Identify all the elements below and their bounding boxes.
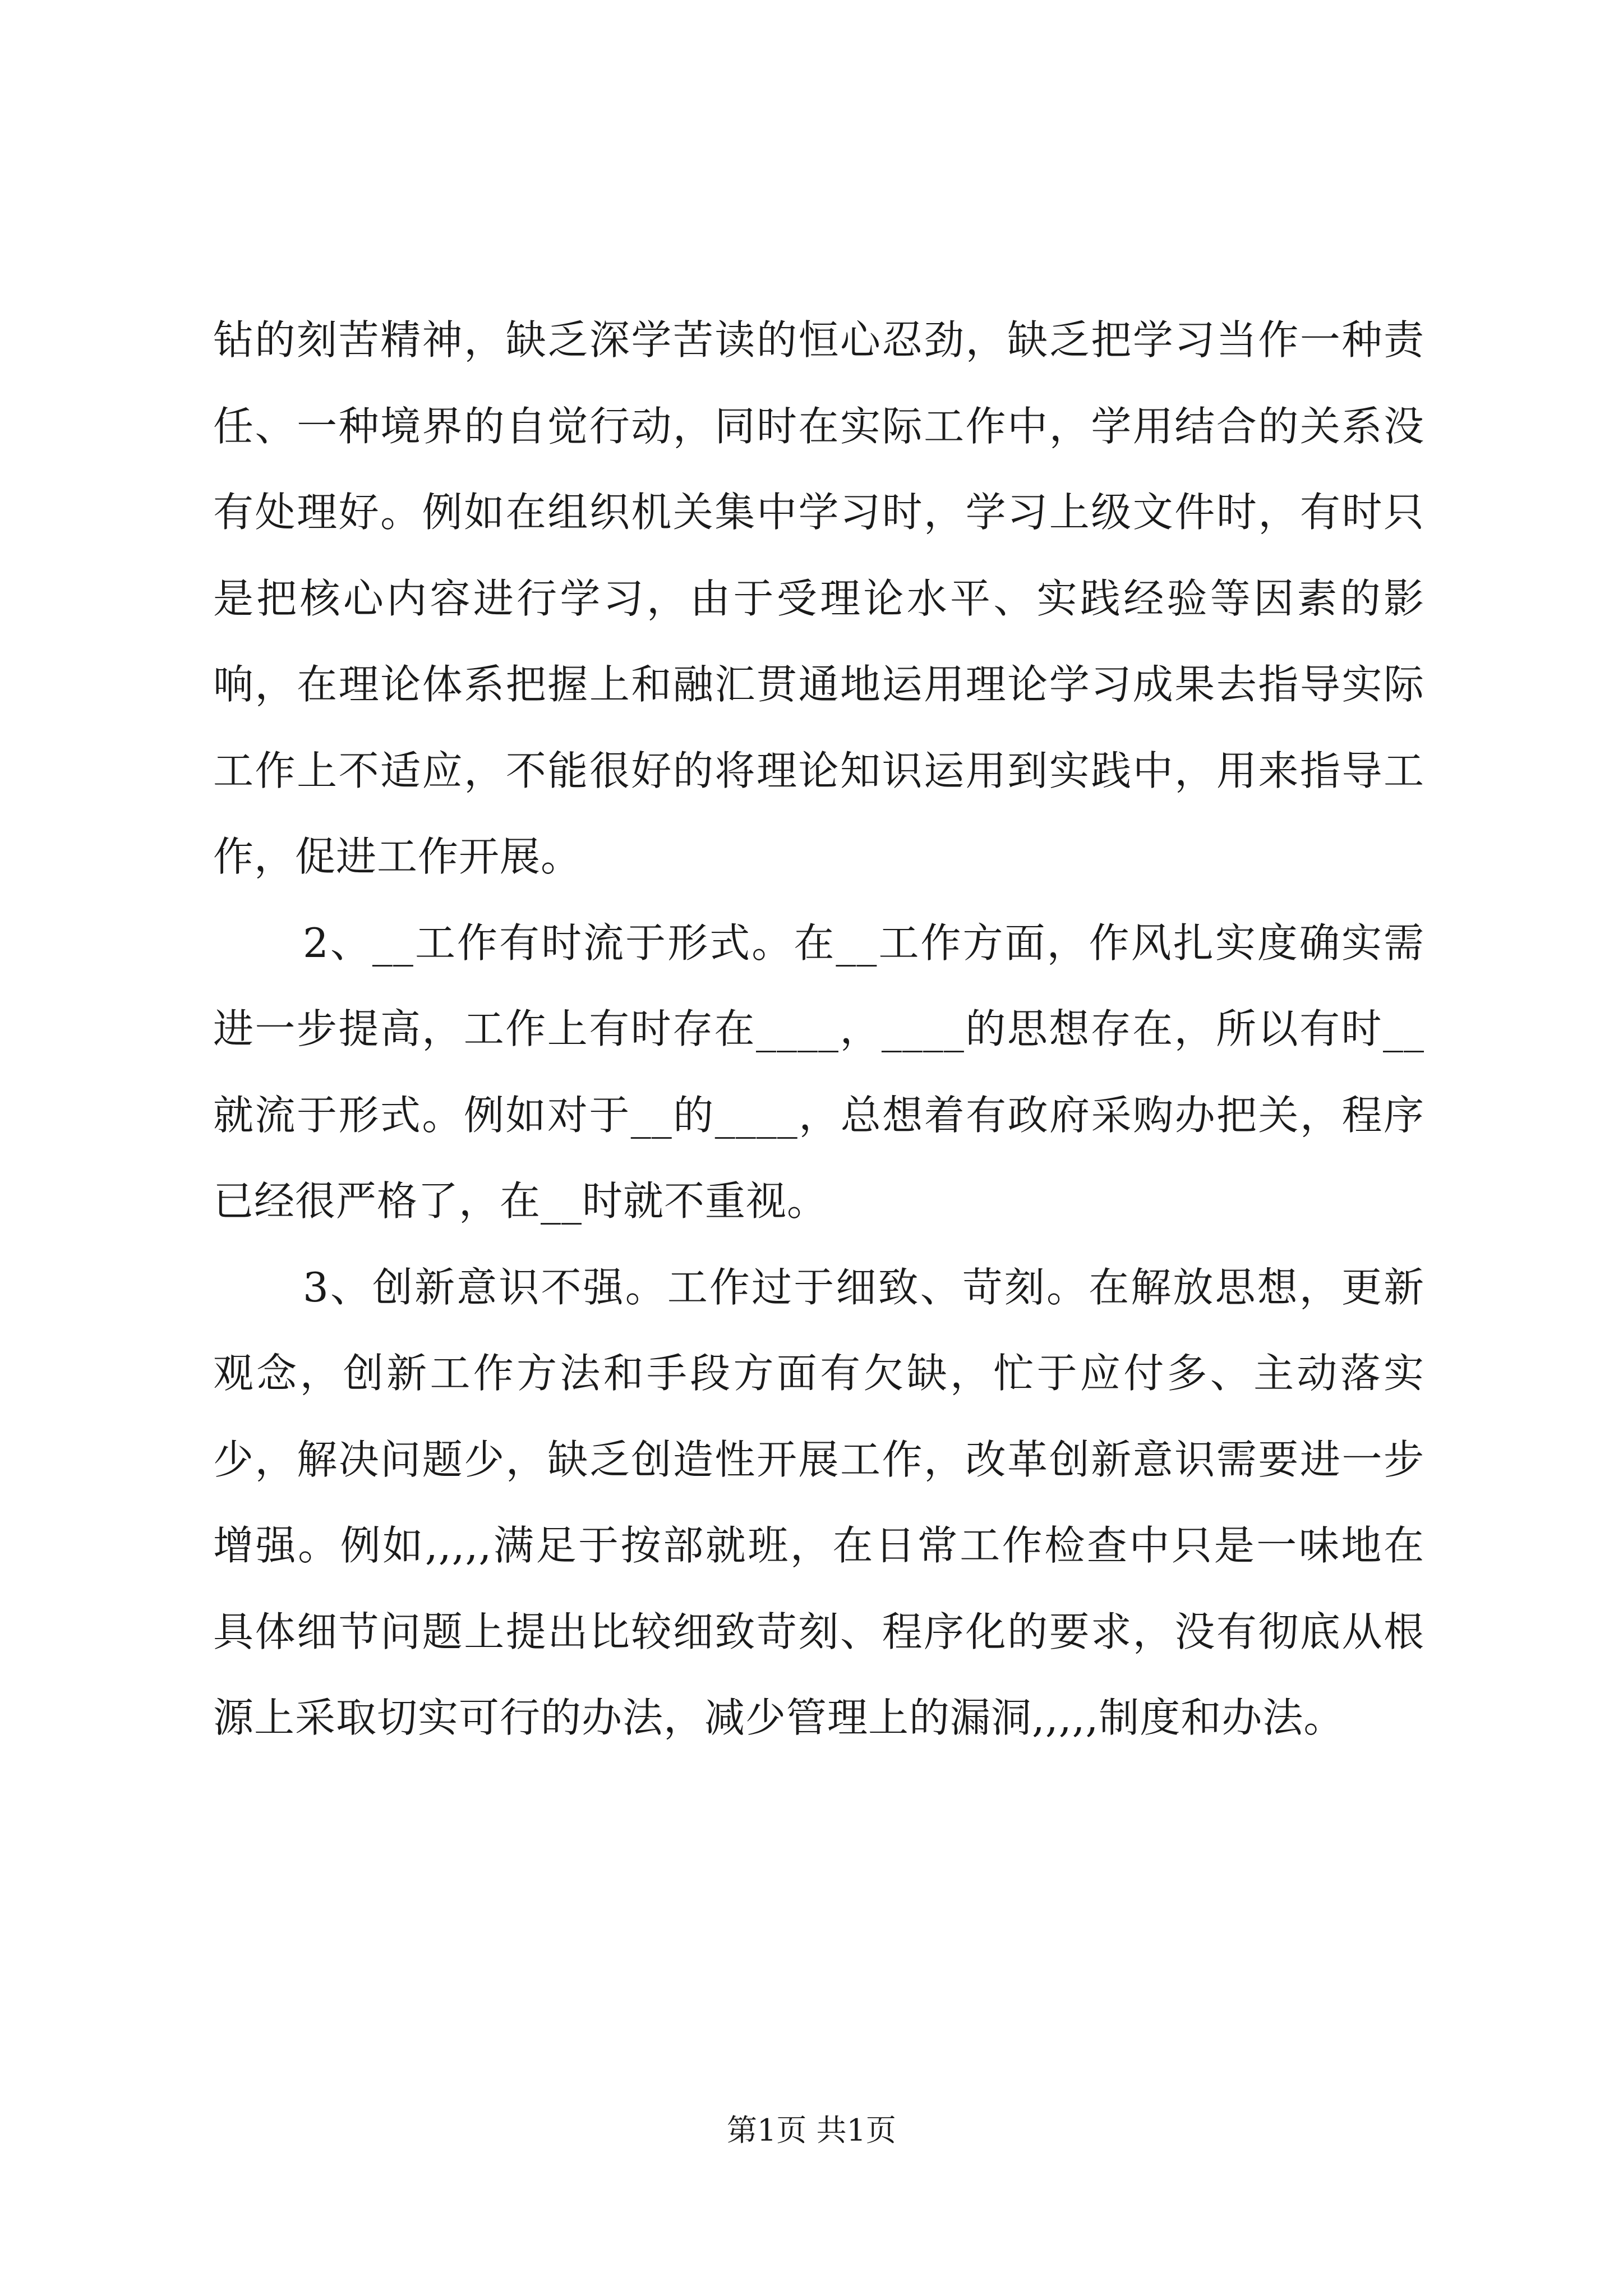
- document-body: [213, 297, 1424, 1761]
- paragraph-2: 2、__工作有时流于形式。在__工作方面，作风扎实度确实需进一步提高，工作上有时存在____，____的思想存在，所以有时__就流于形式。例如对于__的____，总想着有政府采购办把关，程序已经很严格了，在__时就不重视。: [213, 919, 1424, 1225]
- page-footer: 第1页 共1页: [727, 2113, 896, 2148]
- paragraph-1: 钻的刻苦精神，缺乏深学苦读的恒心忍劲，缺乏把学习当作一种责任、一种境界的自觉行动，同时在实际工作中，学用结合的关系没有处理好。例如在组织机关集中学习时，学习上级文件时，有时只是把核心内容进行学习，由于受理论水平、实践经验等因素的影响，在理论体系把握上和融汇贯通地运用理论学习成果去指导实际工作上不适应，不能很好的将理论知识运用到实践中，用来指导工作，促进工作开展。: [213, 316, 1424, 880]
- paragraph-3: 3、创新意识不强。工作过于细致、苛刻。在解放思想，更新观念，创新工作方法和手段方面有欠缺，忙于应付多、主动落实少，解决问题少，缺乏创造性开展工作，改革创新意识需要进一步增强。例如,,,,,满足于按部就班，在日常工作检查中只是一味地在具体细节问题上提出比较细致苛刻、程序化的要求，没有彻底从根源上采取切实可行的办法，减少管理上的漏洞,,,,,制度和办法。: [213, 1263, 1424, 1741]
